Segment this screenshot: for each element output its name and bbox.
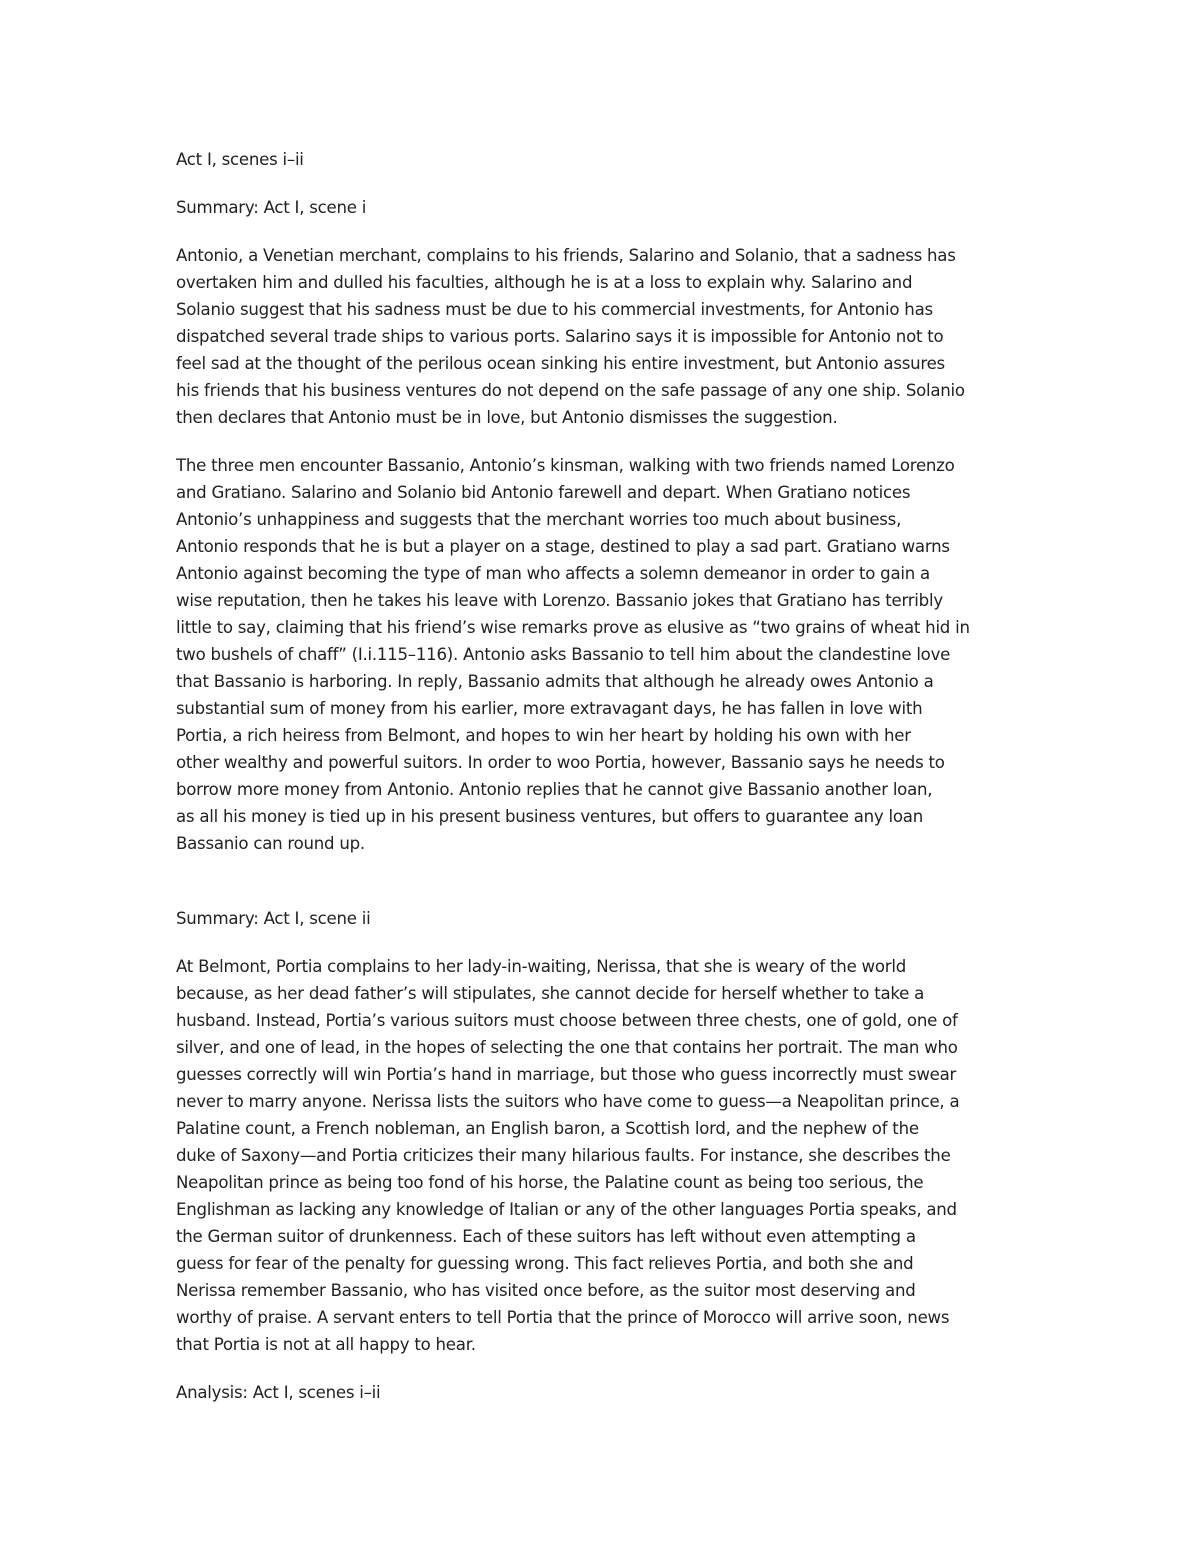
text-line: that Portia is not at all happy to hear.	[176, 1335, 476, 1354]
text-line: substantial sum of money from his earlier, more extravagant days, he has fallen in love with	[176, 699, 923, 718]
text-line: other wealthy and powerful suitors. In order to woo Portia, however, Bassanio says he needs to	[176, 753, 945, 772]
text-line: guess for fear of the penalty for guessing wrong. This fact relieves Portia, and both she and	[176, 1254, 914, 1273]
text-line: two bushels of chaff” (I.i.115–116). Antonio asks Bassanio to tell him about the clandestine love	[176, 645, 951, 664]
text-line: borrow more money from Antonio. Antonio replies that he cannot give Bassanio another loan,	[176, 780, 933, 799]
text-line: Antonio, a Venetian merchant, complains to his friends, Salarino and Solanio, that a sadness has	[176, 246, 956, 265]
text-line: husband. Instead, Portia’s various suitors must choose between three chests, one of gold, one of	[176, 1011, 958, 1030]
text-line: because, as her dead father’s will stipulates, she cannot decide for herself whether to take a	[176, 984, 925, 1003]
text-line: guesses correctly will win Portia’s hand in marriage, but those who guess incorrectly must swear	[176, 1065, 957, 1084]
text-line: silver, and one of lead, in the hopes of selecting the one that contains her portrait. The man who	[176, 1038, 958, 1057]
text-line: Portia, a rich heiress from Belmont, and hopes to win her heart by holding his own with her	[176, 726, 911, 745]
section-heading-analysis: Analysis: Act I, scenes i–ii	[176, 1383, 381, 1402]
text-line: worthy of praise. A servant enters to tell Portia that the prince of Morocco will arrive soon, news	[176, 1308, 950, 1327]
text-line: as all his money is tied up in his present business ventures, but offers to guarantee any loan	[176, 807, 923, 826]
text-line: never to marry anyone. Nerissa lists the suitors who have come to guess—a Neapolitan prince, a	[176, 1092, 960, 1111]
text-line: Solanio suggest that his sadness must be due to his commercial investments, for Antonio has	[176, 300, 933, 319]
text-line: feel sad at the thought of the perilous ocean sinking his entire investment, but Antonio assures	[176, 354, 945, 373]
text-line: his friends that his business ventures do not depend on the safe passage of any one ship. Solanio	[176, 381, 965, 400]
text-line: that Bassanio is harboring. In reply, Bassanio admits that although he already owes Antonio a	[176, 672, 934, 691]
text-line: then declares that Antonio must be in love, but Antonio dismisses the suggestion.	[176, 408, 838, 427]
paragraph-scene-i-2	[176, 452, 1036, 857]
paragraph-scene-i-1	[176, 242, 1036, 431]
section-heading-scene-i: Summary: Act I, scene i	[176, 198, 367, 217]
text-line: duke of Saxony—and Portia criticizes their many hilarious faults. For instance, she describes the	[176, 1146, 951, 1165]
document-body	[176, 146, 1036, 1406]
text-line: Nerissa remember Bassanio, who has visited once before, as the suitor most deserving and	[176, 1281, 916, 1300]
text-line: Antonio responds that he is but a player on a stage, destined to play a sad part. Gratiano warns	[176, 537, 950, 556]
text-line: overtaken him and dulled his faculties, although he is at a loss to explain why. Salarino and	[176, 273, 913, 292]
text-line: and Gratiano. Salarino and Solanio bid Antonio farewell and depart. When Gratiano notices	[176, 483, 911, 502]
text-line: At Belmont, Portia complains to her lady-in-waiting, Nerissa, that she is weary of the world	[176, 957, 906, 976]
text-line: Englishman as lacking any knowledge of Italian or any of the other languages Portia speaks, and	[176, 1200, 957, 1219]
text-line: Antonio’s unhappiness and suggests that the merchant worries too much about business,	[176, 510, 902, 529]
text-line: little to say, claiming that his friend’s wise remarks prove as elusive as “two grains of wheat hid in	[176, 618, 970, 637]
text-line: Bassanio can round up.	[176, 834, 365, 853]
text-line: the German suitor of drunkenness. Each of these suitors has left without even attempting a	[176, 1227, 916, 1246]
text-line: Palatine count, a French nobleman, an English baron, a Scottish lord, and the nephew of the	[176, 1119, 919, 1138]
paragraph-scene-ii-1	[176, 953, 1036, 1358]
document-title: Act I, scenes i–ii	[176, 150, 304, 169]
text-line: wise reputation, then he takes his leave with Lorenzo. Bassanio jokes that Gratiano has terribly	[176, 591, 943, 610]
section-heading-scene-ii: Summary: Act I, scene ii	[176, 909, 371, 928]
text-line: dispatched several trade ships to various ports. Salarino says it is impossible for Antonio not to	[176, 327, 944, 346]
text-line: The three men encounter Bassanio, Antonio’s kinsman, walking with two friends named Lorenzo	[176, 456, 955, 475]
text-line: Antonio against becoming the type of man who affects a solemn demeanor in order to gain a	[176, 564, 930, 583]
text-line: Neapolitan prince as being too fond of his horse, the Palatine count as being too serious, the	[176, 1173, 924, 1192]
